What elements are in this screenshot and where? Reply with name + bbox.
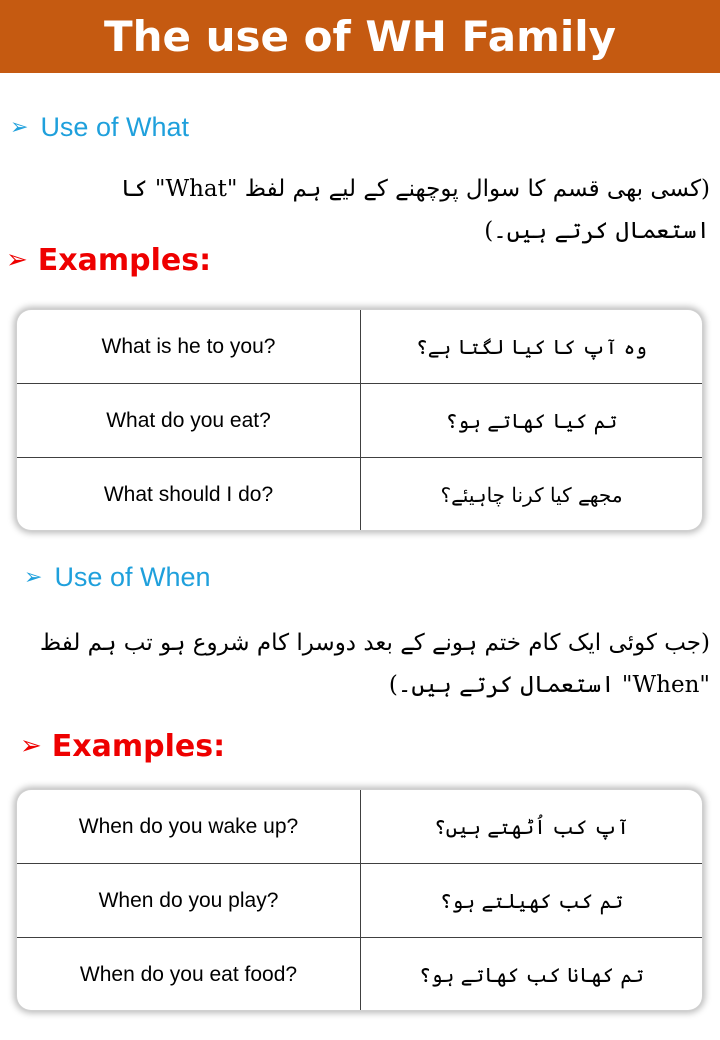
urdu-translation-cell: آپ کب اُٹھتے ہیں؟ xyxy=(434,814,629,839)
page-title: The use of WH Family xyxy=(103,12,617,61)
table-row xyxy=(17,458,702,530)
examples-table-what xyxy=(17,310,702,530)
section-description-what: (کسی بھی قسم کا سوال پوچھنے کے لیے ہم لفظ "What" کا استعمال کرتے ہیں۔) xyxy=(120,176,710,244)
table-row xyxy=(17,864,702,938)
examples-heading-what xyxy=(6,238,211,282)
section-description-when: (جب کوئی ایک کام ختم ہونے کے بعد دوسرا کام شروع ہو تب ہم لفظ "When" استعمال کرتے ہیں۔) xyxy=(39,630,710,698)
english-sentence-cell: When do you wake up? xyxy=(17,790,361,863)
page-title-banner xyxy=(0,0,720,73)
examples-heading-when xyxy=(20,724,225,768)
arrow-bullet-icon: ➢ xyxy=(20,731,42,761)
urdu-translation-cell: مجھے کیا کرنا چاہیئے؟ xyxy=(440,483,623,507)
english-sentence-cell: What is he to you? xyxy=(17,310,361,383)
table-row xyxy=(17,790,702,864)
section-heading-label: Use of When xyxy=(54,561,211,592)
urdu-translation-cell: تم کب کھیلتے ہو؟ xyxy=(439,888,624,913)
table-row xyxy=(17,938,702,1010)
section-heading-what xyxy=(10,108,189,146)
urdu-translation-cell: تم کھانا کب کھاتے ہو؟ xyxy=(419,963,644,987)
table-row xyxy=(17,384,702,458)
examples-table-when xyxy=(17,790,702,1010)
examples-label: Examples: xyxy=(37,242,212,278)
section-heading-when xyxy=(24,558,211,596)
section-heading-label: Use of What xyxy=(40,111,189,142)
english-sentence-cell: When do you eat food? xyxy=(17,938,361,1010)
urdu-translation-cell: وہ آپ کا کیا لگتا ہے؟ xyxy=(416,334,648,359)
table-row xyxy=(17,310,702,384)
arrow-bullet-icon: ➢ xyxy=(10,114,29,139)
arrow-bullet-icon: ➢ xyxy=(24,564,43,589)
arrow-bullet-icon: ➢ xyxy=(6,245,28,275)
english-sentence-cell: When do you play? xyxy=(17,864,361,937)
english-sentence-cell: What should I do? xyxy=(17,458,361,530)
urdu-translation-cell: تم کیا کھاتے ہو؟ xyxy=(445,408,618,433)
english-sentence-cell: What do you eat? xyxy=(17,384,361,457)
examples-label: Examples: xyxy=(51,728,226,764)
